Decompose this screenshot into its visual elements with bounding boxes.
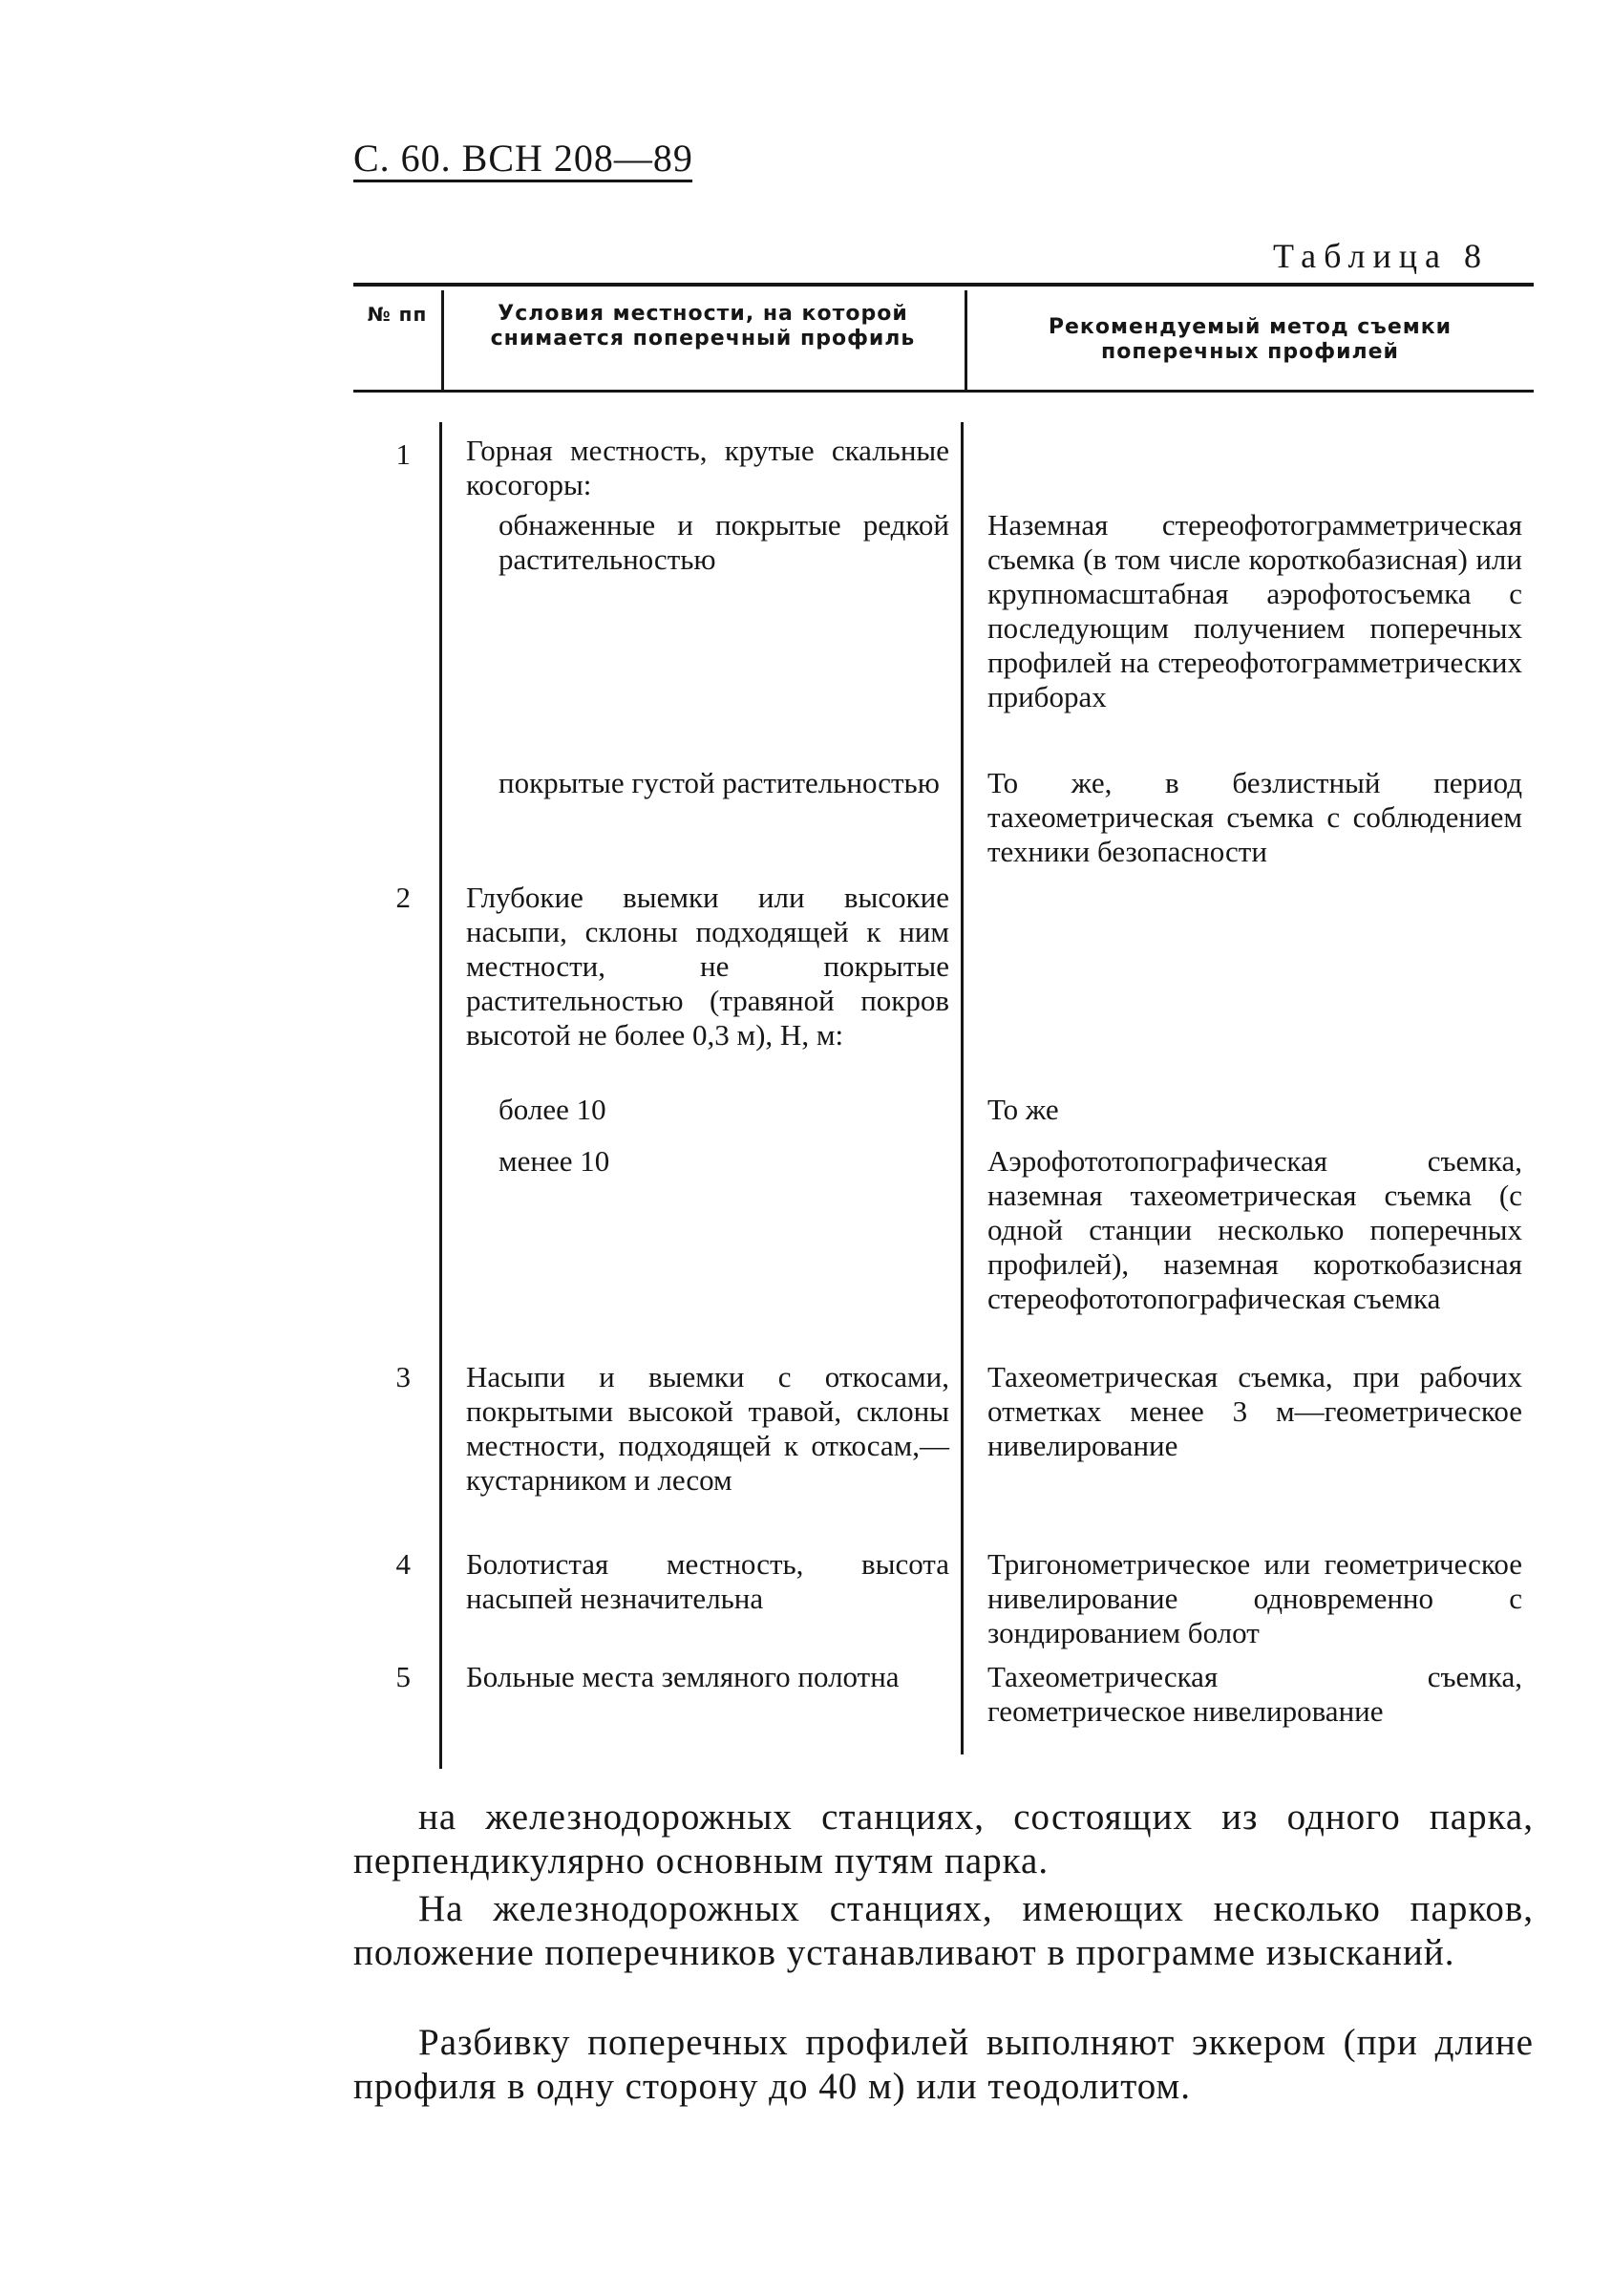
page-header-text: С. 60. ВСН 208—89: [353, 137, 693, 180]
row-condition: Насыпи и выемки с откосами, покрытыми высокой травой, склоны местности, подходящей к откосам,—кустарником и лесом: [466, 1360, 949, 1497]
table-8: [353, 283, 1534, 1769]
body-paragraph: на железнодорожных станциях, состоящих из одного парка, перпендикулярно основным путям парка.: [353, 1796, 1534, 1881]
row-condition: Болотистая местность, высота насыпей незначительна: [466, 1547, 949, 1615]
table-top-rule: [353, 283, 1534, 287]
row-condition: Горная местность, крутые скальные косогоры:: [466, 434, 949, 501]
table-header-rule: [353, 390, 1534, 393]
body-divider-1: [439, 422, 442, 1769]
row-number: 5: [395, 1660, 411, 1693]
column-header-method: Рекомендуемый метод съемки поперечных профилей: [1048, 315, 1453, 364]
row-method: То же: [987, 1093, 1059, 1126]
body-paragraph: На железнодорожных станциях, имеющих несколько парков, положение поперечников устанавливают в программе изысканий.: [353, 1888, 1534, 1973]
column-header-number: № пп: [367, 303, 428, 326]
row-method: Аэрофототопографическая съемка, наземная тахеометрическая съемка (с одной станции несколько поперечных профилей), наземная короткобазисная стереофототопографическая съемка: [987, 1144, 1522, 1315]
row-condition: Больные места земляного полотна: [466, 1660, 900, 1693]
row-method: То же, в безлистный период тахеометрическая съемка с соблюдением техники безопасности: [987, 766, 1522, 868]
body-paragraph: Разбивку поперечных профилей выполняют эккером (при длине профиля в одну сторону до 40 м) или теодолитом.: [353, 2022, 1534, 2107]
row-method: Тригонометрическое или геометрическое нивелирование одновременно с зондированием болот: [987, 1547, 1522, 1649]
row-condition: обнаженные и покрытые редкой растительностью: [498, 508, 949, 576]
column-header-condition: Условия местности, на которой снимается поперечный профиль: [490, 302, 916, 351]
header-underline: [353, 180, 692, 182]
row-method: Наземная стереофотограмметрическая съемка (в том числе короткобазисная) или крупномасштабная аэрофотосъемка с последующим получением поперечных профилей на стереофотограмметрических приборах: [987, 508, 1522, 713]
row-number: 2: [395, 881, 411, 914]
row-condition: Глубокие выемки или высокие насыпи, склоны подходящей к ним местности, не покрытые растительностью (травяной покров высотой не более 0,3 м), Н, м:: [466, 881, 949, 1052]
row-condition: покрытые густой растительностью: [498, 766, 940, 799]
row-condition: менее 10: [498, 1144, 610, 1178]
row-number: 1: [395, 437, 411, 471]
body-divider-2: [961, 422, 964, 1754]
row-number: 4: [395, 1547, 411, 1581]
row-method: Тахеометрическая съемка, геометрическое нивелирование: [987, 1660, 1522, 1728]
row-method: Тахеометрическая съемка, при рабочих отметках менее 3 м—геометрическое нивелирование: [987, 1360, 1522, 1462]
page-header: [353, 136, 693, 181]
row-number: 3: [395, 1360, 411, 1393]
row-condition: более 10: [498, 1093, 606, 1126]
table-caption: Таблица 8: [1273, 237, 1489, 275]
